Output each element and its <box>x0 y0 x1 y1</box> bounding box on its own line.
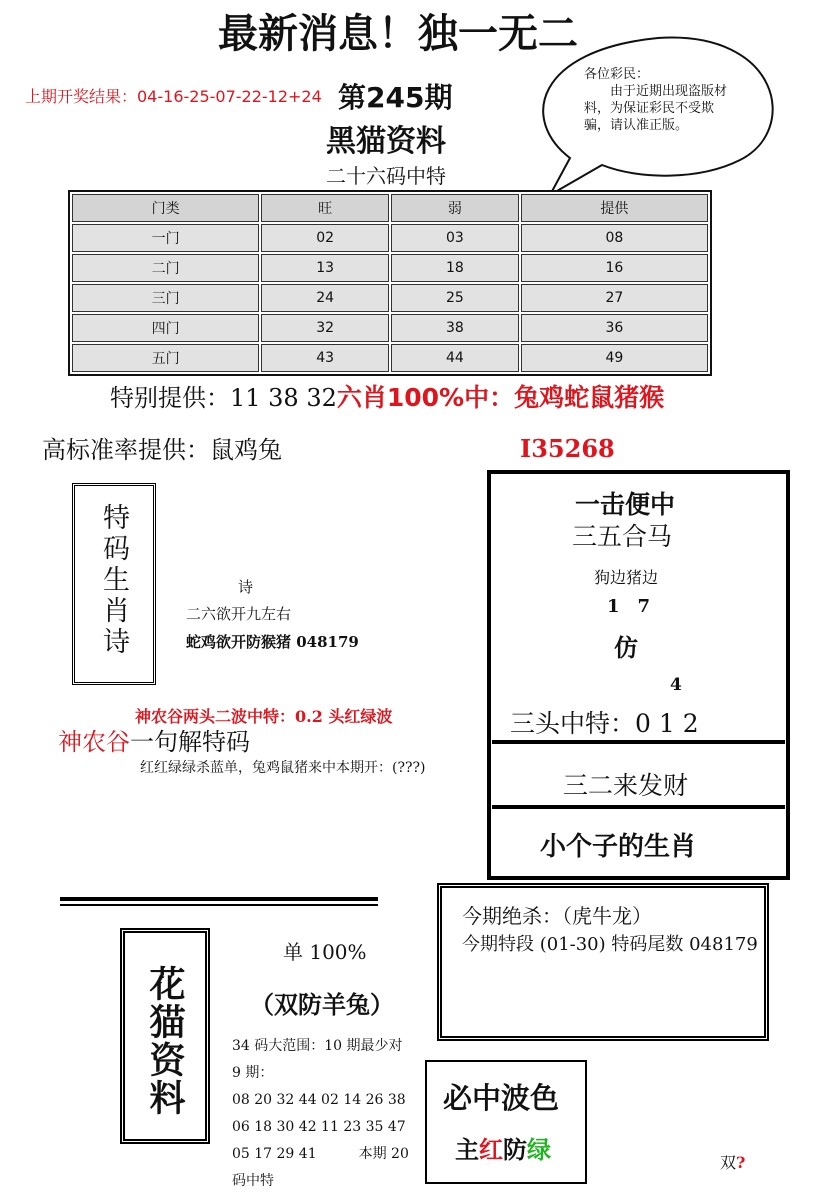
right-s2: 三二来发财 <box>563 771 689 800</box>
divider <box>492 740 785 744</box>
double-hint <box>720 1150 745 1173</box>
right-l6: 4 <box>670 675 682 695</box>
poem-line-1: 二六欲开九左右 <box>186 605 292 623</box>
cell: 32 <box>261 314 389 342</box>
header-cell: 提供 <box>521 194 708 222</box>
right-l2: 三五合马 <box>572 522 673 551</box>
shennong-red-title: 神农谷 <box>58 728 130 756</box>
subtitle: 黑猫资料 <box>326 124 446 159</box>
cell: 四门 <box>72 314 259 342</box>
table-row <box>72 314 708 342</box>
cell: 三门 <box>72 284 259 312</box>
right-l4: 1 7 <box>607 596 651 617</box>
poem-title: 诗 <box>238 578 254 596</box>
right-l5: 仿 <box>614 633 638 662</box>
table-row <box>72 224 708 252</box>
wave-colors <box>455 1130 551 1165</box>
cell: 16 <box>521 254 708 282</box>
cell: 44 <box>391 344 519 372</box>
shennong-text: 红红绿绿杀蓝单，兔鸡鼠猪来中本期开：(???) <box>140 760 426 776</box>
right-l3: 狗边猪边 <box>594 568 659 587</box>
huamao-title: 花猫资料 <box>144 965 186 1117</box>
wave-guard: 防 <box>503 1135 527 1164</box>
right-l7: 三头中特：0 1 2 <box>510 709 699 738</box>
double-label: 双 <box>720 1153 737 1172</box>
wave-title: 必中波色 <box>443 1081 560 1115</box>
cell: 38 <box>391 314 519 342</box>
table-row <box>72 284 708 312</box>
kill-line-1: 今期绝杀：（虎牛龙） <box>462 904 652 928</box>
numbers-table <box>68 190 712 376</box>
shennong-red-line: 神农谷两头二波中特：0.2 头红绿波 <box>135 707 393 726</box>
special-offer <box>110 378 664 414</box>
double-divider <box>60 897 378 906</box>
header-cell: 门类 <box>72 194 259 222</box>
cell: 27 <box>521 284 708 312</box>
cell: 49 <box>521 344 708 372</box>
cell: 一门 <box>72 224 259 252</box>
code-number: I35268 <box>520 434 615 463</box>
last-result: 上期开奖结果：04-16-25-07-22-12+24 <box>25 87 322 106</box>
poem-box-title: 特码生肖诗 <box>98 503 129 658</box>
table-row <box>72 344 708 372</box>
range-line: 9 期： <box>232 1065 274 1081</box>
page-title: 最新消息！独一无二 <box>218 10 578 57</box>
right-l1: 一击便中 <box>575 490 676 519</box>
cell: 03 <box>391 224 519 252</box>
huamao-range <box>232 1033 409 1195</box>
cell: 36 <box>521 314 708 342</box>
table-caption: 二十六码中特 <box>326 164 446 188</box>
shennong-title: 一句解特码 <box>130 728 250 756</box>
huamao-fang: （双防羊兔） <box>250 990 394 1019</box>
issue-number: 第245期 <box>338 81 453 114</box>
range-line: 08 20 32 44 02 14 26 38 <box>232 1092 406 1108</box>
cell: 02 <box>261 224 389 252</box>
header-cell: 旺 <box>261 194 389 222</box>
divider <box>492 805 785 809</box>
wave-main: 主 <box>455 1135 479 1164</box>
cell: 二门 <box>72 254 259 282</box>
cell: 13 <box>261 254 389 282</box>
cell: 24 <box>261 284 389 312</box>
special-label: 特别提供：11 38 32 <box>110 384 337 412</box>
question-mark: ? <box>736 1153 746 1172</box>
table-header <box>72 194 708 222</box>
bubble-greeting: 各位彩民： <box>584 67 650 82</box>
kill-line-2: 今期特段 (01-30) 特码尾数 048179 <box>462 934 758 955</box>
right-s3: 小个子的生肖 <box>540 832 697 862</box>
range-line: 06 18 30 42 11 23 35 47 <box>232 1119 406 1135</box>
range-line: 05 17 29 41 本期 20 <box>232 1146 409 1162</box>
bubble-text <box>584 66 734 134</box>
wave-green: 绿 <box>527 1135 551 1164</box>
poem-line-2: 蛇鸡欲开防猴猪 048179 <box>186 633 359 651</box>
header-cell: 弱 <box>391 194 519 222</box>
bubble-message: 由于近期出现盗版材料，为保证彩民不受欺骗，请认准正版。 <box>584 84 728 133</box>
cell: 五门 <box>72 344 259 372</box>
range-line: 34 码大范围：10 期最少对 <box>232 1038 403 1054</box>
table-row <box>72 254 708 282</box>
high-rate: 高标准率提供：鼠鸡兔 <box>42 436 282 464</box>
cell: 18 <box>391 254 519 282</box>
huamao-dan: 单 100% <box>283 940 367 964</box>
cell: 08 <box>521 224 708 252</box>
wave-red: 红 <box>479 1135 503 1164</box>
cell: 43 <box>261 344 389 372</box>
shennong-heading <box>58 722 250 757</box>
cell: 25 <box>391 284 519 312</box>
range-line: 码中特 <box>232 1173 274 1189</box>
special-six-zodiac: 六肖100%中：兔鸡蛇鼠猪猴 <box>336 383 665 412</box>
